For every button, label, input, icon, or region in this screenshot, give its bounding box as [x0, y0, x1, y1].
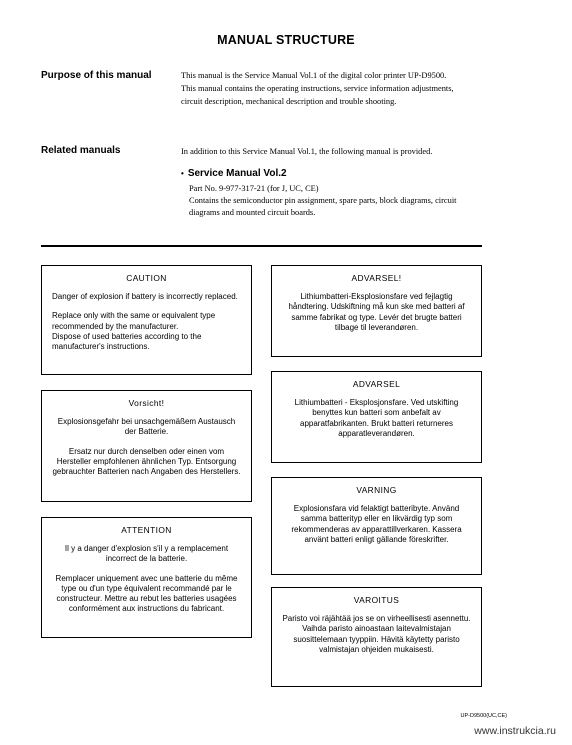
related-item-heading	[181, 168, 501, 180]
advarsel-dk-box	[271, 265, 482, 357]
purpose-line: This manual is the Service Manual Vol.1 of the digital color printer UP-D9500.	[181, 71, 447, 80]
varning-box	[271, 477, 482, 575]
related-item-line: Contains the semiconductor pin assignment, spare parts, block diagrams, circuit	[189, 196, 457, 205]
caution-para: Danger of explosion if battery is incorrectly replaced.	[52, 292, 238, 302]
related-item	[181, 168, 501, 219]
vorsicht-box	[41, 390, 252, 502]
varning-heading: VARNING	[356, 485, 397, 495]
varning-para: Explosionsfara vid felaktigt batteribyte. Använd samma batterityp eller en likvärdig typ som rekommenderas av apparattillverkaren. Kassera använt batteri enligt gällande föreskrifter.	[291, 504, 462, 544]
vorsicht-para: Ersatz nur durch denselben oder einen vom Hersteller empfohlenen ähnlichen Typ. Entsorgung gebrauchter Batterien nach Angaben des Herstellers.	[52, 446, 241, 477]
caution-box	[41, 265, 252, 375]
advarsel-dk-heading: ADVARSEL!	[351, 273, 402, 283]
varoitus-para: Paristo voi räjähtää jos se on virheellisesti asennettu. Vaihda paristo ainoastaan laitevalmistajan suosittelemaan tyyppiin. Hävitä käytetty paristo valmistajan ohjeiden mukaisesti.	[282, 614, 471, 654]
varoitus-heading: VAROITUS	[353, 595, 400, 605]
advarsel-dk-para: Lithiumbatteri-Eksplosionsfare ved fejlagtig håndtering. Udskiftning må kun ske med batteri af samme fabrikat og type. Levér det brugte batteri tilbage til leverandøren.	[288, 292, 465, 332]
related-label: Related manuals	[41, 145, 121, 156]
attention-para: Il y a danger d'explosion s'il y a remplacement incorrect de la batterie.	[64, 544, 229, 564]
bullet-icon: •	[181, 169, 184, 178]
attention-box	[41, 517, 252, 638]
related-item-title: Service Manual Vol.2	[187, 168, 287, 179]
purpose-label: Purpose of this manual	[41, 70, 152, 81]
purpose-line: This manual contains the operating instructions, service information adjustments,	[181, 84, 454, 93]
related-intro: In addition to this Service Manual Vol.1, the following manual is provided.	[181, 147, 433, 156]
attention-para: Remplacer uniquement avec une batterie du même type ou d'un type équivalent recommandé par le constructeur. Mettre au rebut les batteries usagées conformément aux instructions du fabricant.	[55, 573, 238, 614]
purpose-text	[181, 69, 501, 108]
caution-heading: CAUTION	[126, 273, 167, 283]
advarsel-no-para: Lithiumbatteri - Eksplosjonsfare. Ved utskifting benyttes kun batteri som anbefalt av apparatfabrikanten. Brukt batteri returneres apparatleverandøren.	[294, 398, 459, 438]
model-code: UP-D9500(UC,CE)	[460, 713, 507, 719]
related-item-body	[181, 183, 501, 219]
purpose-line: circuit description, mechanical description and trouble shooting.	[181, 97, 397, 106]
vorsicht-para: Explosionsgefahr bei unsachgemäßem Austausch der Batterie.	[57, 417, 236, 437]
related-item-line: Part No. 9-977-317-21 (for J, UC, CE)	[189, 184, 319, 193]
caution-para: Replace only with the same or equivalent type recommended by the manufacturer.	[52, 311, 216, 331]
related-item-line: diagrams and mounted circuit boards.	[189, 208, 316, 217]
advarsel-no-heading: ADVARSEL	[352, 379, 401, 389]
varoitus-box	[271, 587, 482, 687]
vorsicht-heading: Vorsicht!	[128, 398, 165, 408]
watermark-text: www.instrukcia.ru	[474, 725, 556, 737]
attention-heading: ATTENTION	[121, 525, 172, 535]
section-divider	[41, 245, 482, 247]
caution-para: Dispose of used batteries according to the manufacturer's instructions.	[52, 331, 202, 352]
advarsel-no-box	[271, 371, 482, 463]
page-title: MANUAL STRUCTURE	[217, 33, 355, 47]
